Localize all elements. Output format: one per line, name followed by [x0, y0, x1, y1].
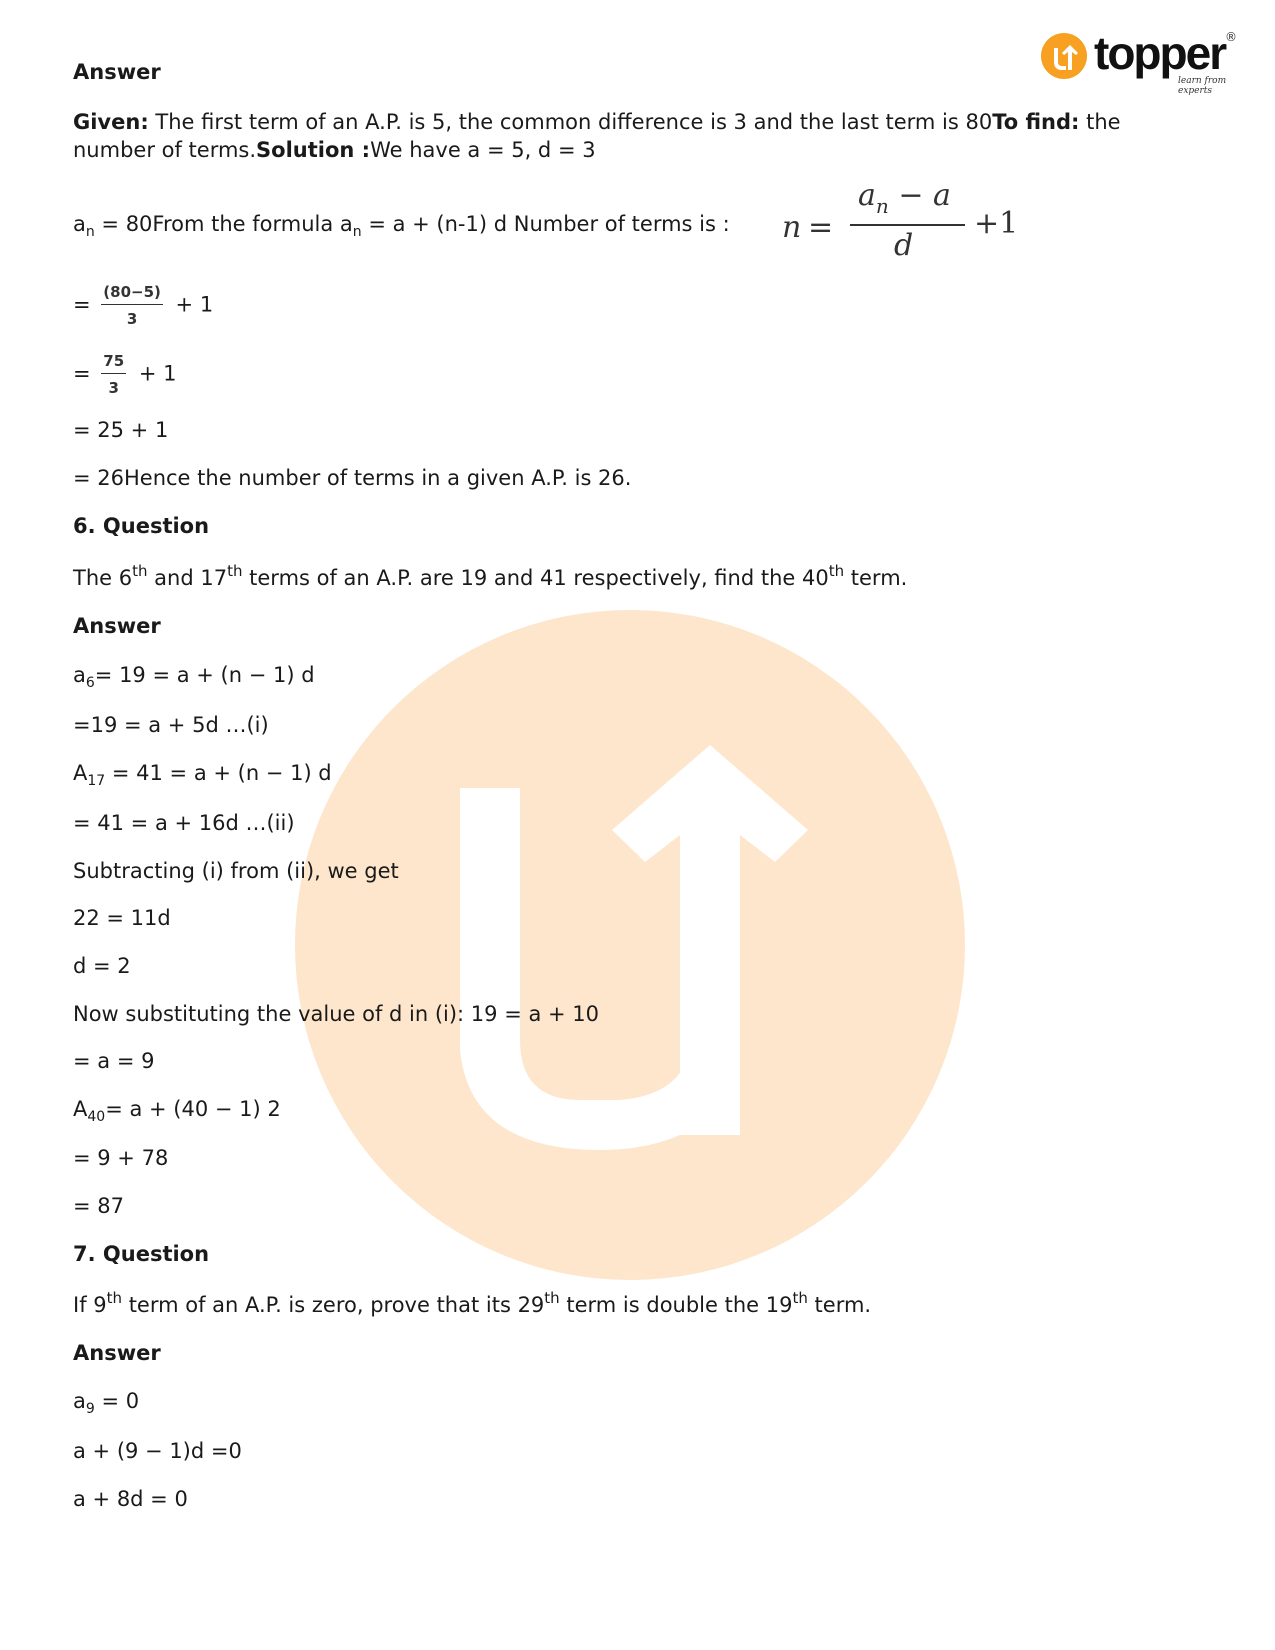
watermark-circle	[295, 610, 965, 1280]
formula-denominator: d	[894, 228, 914, 263]
utopper-logo	[1040, 27, 1240, 96]
a17-a: A	[73, 761, 88, 785]
line2-b: We have a = 5, d = 3	[370, 138, 596, 162]
formula-numerator-a: a	[858, 178, 876, 213]
q6-text-a: The 6	[73, 566, 133, 590]
step-4: = 26Hence the number of terms in a given A.P. is 26.	[73, 466, 632, 490]
a9-sub: 9	[85, 1401, 95, 1417]
step1-numerator: (80−5)	[101, 283, 163, 305]
formula-text-1: = 80From the formula a	[94, 212, 353, 236]
tofind-label: To find:	[992, 110, 1080, 134]
q7-sup-2: th	[544, 1289, 560, 1307]
step1-suffix: + 1	[168, 292, 214, 317]
a40-a: A	[73, 1097, 88, 1121]
eq-22-11d: 22 = 11d	[73, 906, 171, 930]
step-2	[73, 352, 176, 397]
question-6-text	[73, 562, 908, 590]
formula-numerator	[858, 178, 951, 218]
subtracting-line: Subtracting (i) from (ii), we get	[73, 859, 399, 883]
a9-line	[73, 1389, 140, 1417]
given-line	[73, 110, 1121, 134]
q7-text-c: term is double the 19	[559, 1293, 793, 1317]
q7-text-b: term of an A.P. is zero, prove that its 29	[122, 1293, 545, 1317]
an-subscript-2: n	[352, 224, 362, 240]
a9-b: = 0	[94, 1389, 140, 1413]
step2-denominator: 3	[108, 379, 119, 397]
q6-sup-3: th	[828, 562, 845, 580]
question-7-title: 7. Question	[73, 1242, 210, 1266]
step2-prefix: =	[73, 361, 98, 386]
q7-sup-3: th	[792, 1289, 808, 1307]
answer-heading-2: Answer	[73, 614, 161, 638]
equation-a-8d: a + 8d = 0	[73, 1487, 188, 1511]
logo-circle-icon	[1040, 32, 1088, 80]
a17-line	[73, 761, 332, 789]
formula-text-2: = a + (n-1) d Number of terms is :	[361, 212, 730, 236]
answer-heading-1: Answer	[73, 60, 161, 84]
formula-numerator-sub: n	[875, 194, 889, 218]
step2-numerator: 75	[101, 352, 126, 374]
number-of-terms-formula	[782, 178, 1032, 268]
formula-numerator-minus-a: − a	[888, 178, 951, 213]
a40-sub: 40	[87, 1109, 106, 1125]
an-subscript: n	[85, 224, 95, 240]
tofind-text: the	[1079, 110, 1121, 134]
q6-sup-1: th	[132, 562, 148, 580]
logo-wordmark: topper	[1094, 27, 1226, 79]
formula-equals: =	[808, 210, 834, 245]
answer-heading-3: Answer	[73, 1341, 161, 1365]
formula-plus-one: +1	[974, 206, 1019, 241]
d-equals-2: d = 2	[73, 954, 131, 978]
a40-line	[73, 1097, 281, 1125]
solution-label: Solution :	[256, 138, 371, 162]
line2-a: number of terms.	[73, 138, 257, 162]
an-text: a	[73, 212, 86, 236]
formula-line	[73, 212, 730, 240]
a6-b: = 19 = a + (n − 1) d	[94, 663, 315, 687]
step1-prefix: =	[73, 292, 98, 317]
result-87: = 87	[73, 1194, 124, 1218]
q6-sup-2: th	[227, 562, 243, 580]
given-label: Given:	[73, 110, 149, 134]
step1-denominator: 3	[126, 310, 138, 328]
solution-line	[73, 138, 596, 162]
formula-fraction-bar	[850, 224, 965, 226]
question-6-title: 6. Question	[73, 514, 210, 538]
a17-sub: 17	[87, 773, 106, 789]
question-7-text	[73, 1289, 872, 1317]
step2-suffix: + 1	[132, 361, 177, 386]
q7-sup-1: th	[106, 1289, 123, 1307]
equation-ii: = 41 = a + 16d …(ii)	[73, 811, 295, 835]
step-1	[73, 283, 213, 328]
a6-a: a	[73, 663, 86, 687]
a6-sub: 6	[85, 675, 95, 691]
q6-text-d: term.	[844, 566, 908, 590]
formula-n: n	[782, 210, 802, 245]
q6-text-c: terms of an A.P. are 19 and 41 respectively, find the 40	[242, 566, 829, 590]
a40-b: = a + (40 − 1) 2	[105, 1097, 281, 1121]
equation-i: =19 = a + 5d …(i)	[73, 713, 269, 737]
equation-9-minus-1: a + (9 − 1)d =0	[73, 1439, 242, 1463]
sum-line: = 9 + 78	[73, 1146, 169, 1170]
a-equals-9: = a = 9	[73, 1049, 155, 1073]
given-text: The first term of an A.P. is 5, the common difference is 3 and the last term is 80	[148, 110, 993, 134]
logo-registered-mark: ®	[1225, 30, 1237, 44]
q6-text-b: and 17	[147, 566, 228, 590]
a17-b: = 41 = a + (n − 1) d	[105, 761, 332, 785]
step-3: = 25 + 1	[73, 418, 169, 442]
q7-text-a: If 9	[73, 1293, 107, 1317]
step2-fraction	[101, 352, 126, 397]
a9-a: a	[73, 1389, 86, 1413]
step1-fraction	[101, 283, 163, 328]
q7-text-d: term.	[807, 1293, 872, 1317]
a6-line	[73, 663, 315, 691]
logo-tagline: learn from experts	[1178, 76, 1227, 96]
substitution-line: Now substituting the value of d in (i): 19 = a + 10	[73, 1002, 600, 1026]
